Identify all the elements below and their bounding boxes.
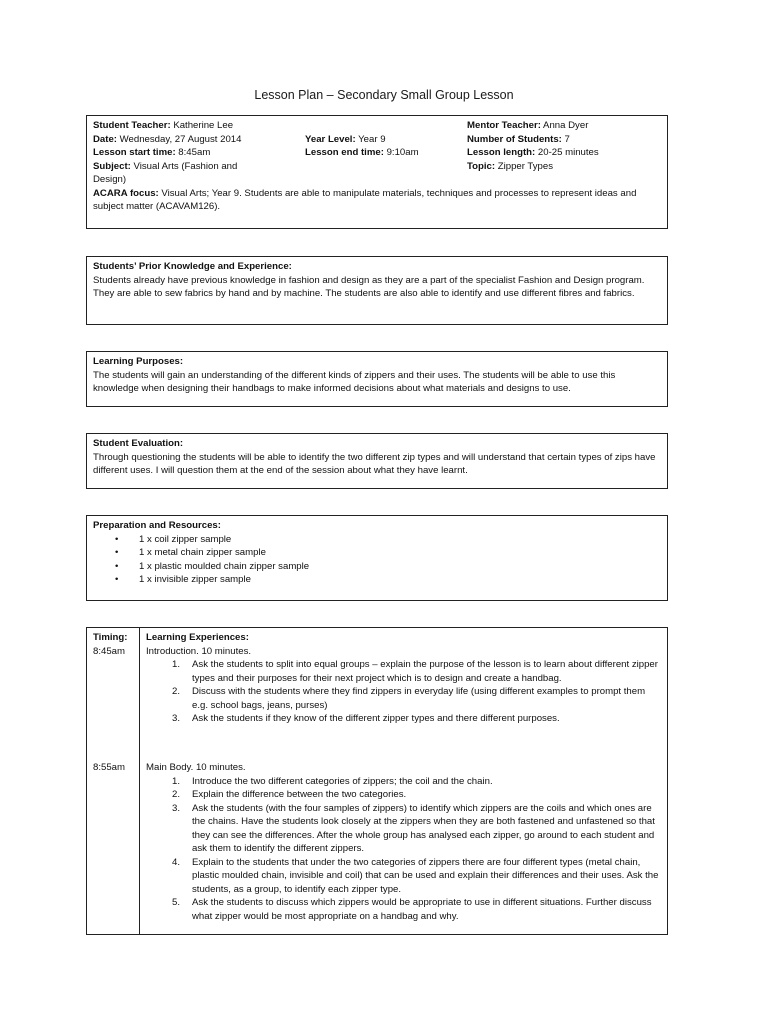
lesson-details-box [86,115,668,229]
learning-purposes-heading: Learning Purposes: [93,356,184,367]
experiences-heading: Learning Experiences: [146,632,249,643]
subject-field: Subject: Visual Arts (Fashion and Design) [93,160,238,185]
list-item: • 1 x plastic moulded chain zipper sample [115,560,661,574]
student-evaluation-box [86,433,668,489]
section-title: Introduction. 10 minutes. [146,645,252,657]
num-students-field: Number of Students: 7 [467,133,570,145]
list-item: 4. Explain to the students that under the two categories of zippers there are four different types (metal chain, plastic moulded chain, invisible and coil) that can be used and explain their differences and their uses. Ask the students, as a group, to identify each zipper type. [172,856,659,895]
list-item: 2. Explain the difference between the two categories. [172,789,407,800]
introduction-section [146,645,661,726]
resources-list [93,533,661,587]
student-evaluation-heading: Student Evaluation: [93,438,184,449]
list-item: 2. Discuss with the students where they find zippers in everyday life (using different examples to prompt them e.g. school bags, jeans, purses) [172,686,646,711]
topic-field: Topic: Zipper Types [467,160,554,172]
mentor-teacher-field: Mentor Teacher: Anna Dyer [467,120,589,131]
list-item: 1. Ask the students to split into equal groups – explain the purpose of the lesson is to learn about different zipper types and their purposes for their next project which is to design and create a handbag. [172,659,658,684]
main-body-section [146,761,661,923]
list-item: 3. Ask the students if they know of the different zipper types and there different purposes. [172,713,560,724]
list-item: • 1 x invisible zipper sample [115,573,661,587]
prior-knowledge-heading: Students’ Prior Knowledge and Experience: [93,261,292,272]
date-field: Date: Wednesday, 27 August 2014 [93,133,242,145]
list-item: • 1 x metal chain zipper sample [115,546,661,560]
prior-knowledge-box [86,256,668,325]
page-title: Lesson Plan – Secondary Small Group Lesson [254,88,514,102]
list-item: 5. Ask the students to discuss which zippers would be appropriate to use in different situations. Further discuss what zipper would be most appropriate on a handbag and why. [172,897,652,922]
prior-knowledge-text: Students already have previous knowledge in fashion and design as they are a part of the specialist Fashion and Design program. They are able to sew fabrics by hand and by machine. The students are also able to identify and use different fibres and fabrics. [93,274,645,299]
resources-heading: Preparation and Resources: [93,520,221,531]
experiences-column [140,628,667,934]
time-cell: 8:55am [93,762,125,773]
learning-experiences-table [86,627,668,935]
learning-purposes-box [86,351,668,407]
acara-focus: ACARA focus: Visual Arts; Year 9. Students are able to manipulate materials, techniques and processes to represent ideas and subject matter (ACAVAM126). [93,187,637,212]
lesson-length-field: Lesson length: 20-25 minutes [467,147,599,158]
list-item: • 1 x coil zipper sample [115,533,661,547]
end-time-field: Lesson end time: 9:10am [305,147,419,158]
student-evaluation-text: Through questioning the students will be able to identify the two different zip types and will understand that certain types of zips have different uses. I will question them at the end of the session about what they have learnt. [93,451,656,476]
timing-column [87,628,140,934]
timing-heading: Timing: [93,632,128,643]
student-teacher-field: Student Teacher: Katherine Lee [93,120,234,131]
time-cell: 8:45am [93,645,125,657]
start-time-field: Lesson start time: 8:45am [93,147,211,158]
section-title: Main Body. 10 minutes. [146,762,246,773]
resources-box [86,515,668,601]
list-item: 3. Ask the students (with the four samples of zippers) to identify which zippers are the coils and which ones are the chains. Have the students look closely at the zippers when they are both fastened and unfastened so that they can see the differences. After the whole group has analysed each zipper, go around to each student and ask them to identify the different zippers. [172,802,655,854]
learning-purposes-text: The students will gain an understanding of the different kinds of zippers and their uses. The students will be able to use this knowledge when designing their handbags to make informed decisions about what materials and designs to use. [93,369,616,394]
year-level-field: Year Level: Year 9 [305,133,386,145]
list-item: 1. Introduce the two different categories of zippers; the coil and the chain. [172,775,493,787]
